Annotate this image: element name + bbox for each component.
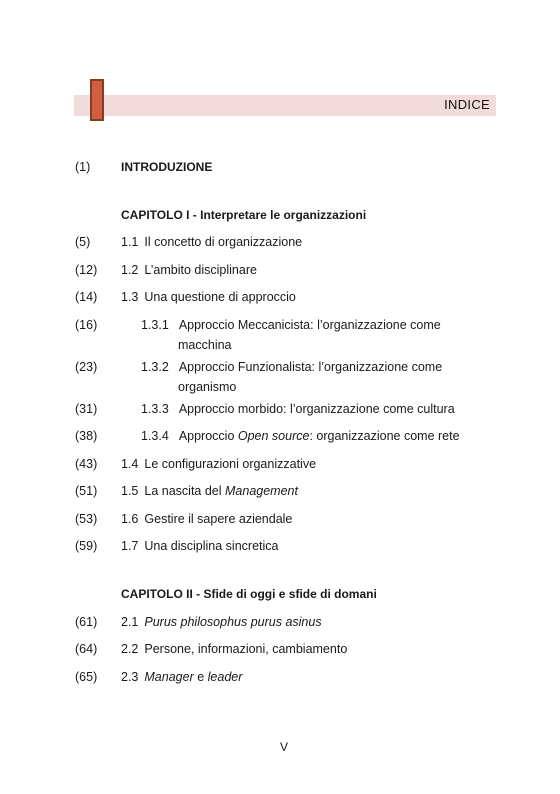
toc-page-number: (38) (75, 429, 98, 443)
toc-entry (121, 454, 491, 474)
footer-page-number: V (280, 740, 289, 754)
toc-entry-text-suffix: : organizzazione come rete (309, 429, 460, 443)
toc-entry-text: Approccio (178, 429, 238, 443)
toc-entry-text-italic: Management (225, 484, 298, 498)
toc-entry-text: L’ambito disciplinare (144, 263, 257, 277)
toc-section-number: 1.1 (121, 235, 139, 249)
toc-section-number: 2.2 (121, 642, 139, 656)
toc-page-number: (16) (75, 318, 98, 332)
toc-entry-text-conjunction: e (193, 670, 208, 684)
toc-entry-text: Approccio Meccanicista: l’organizzazione come (178, 318, 441, 332)
toc-entry-label: INTRODUZIONE (121, 160, 213, 174)
toc-page-number: (31) (75, 402, 98, 416)
toc-page-number: (5) (75, 235, 91, 249)
toc-entry-text: Una questione di approccio (144, 290, 296, 304)
toc-entry-text-italic: Purus philosophus purus asinus (144, 615, 322, 629)
toc-page-number: (1) (75, 160, 91, 174)
toc-entry (121, 612, 491, 632)
toc-page-number: (64) (75, 642, 98, 656)
chapter-heading-2: CAPITOLO II - Sfide di oggi e sfide di domani (121, 587, 377, 601)
toc-entry-text: Approccio morbido: l’organizzazione come cultura (178, 402, 455, 416)
toc-entry (121, 232, 491, 252)
toc-entry-text: Persone, informazioni, cambiamento (144, 642, 348, 656)
toc-page-number: (23) (75, 360, 98, 374)
toc-entry-text-continued: macchina (178, 338, 232, 352)
toc-entry-text: Le configurazioni organizzative (144, 457, 317, 471)
toc-entry (121, 536, 491, 556)
header-marker (90, 79, 104, 121)
toc-section-number: 1.7 (121, 539, 139, 553)
chapter-heading-1: CAPITOLO I - Interpretare le organizzazioni (121, 208, 367, 222)
toc-section-number: 1.3.2 (141, 360, 169, 374)
header-band (74, 95, 496, 116)
toc-page-number: (53) (75, 512, 98, 526)
toc-entry (141, 357, 511, 397)
toc-section-number: 1.2 (121, 263, 139, 277)
toc-page-number: (43) (75, 457, 98, 471)
toc-section-number: 1.6 (121, 512, 139, 526)
toc-entry (121, 481, 491, 501)
toc-section-number: 1.4 (121, 457, 139, 471)
toc-section-number: 1.3 (121, 290, 139, 304)
toc-entry (121, 260, 491, 280)
toc-entry-text: Gestire il sapere aziendale (144, 512, 293, 526)
toc-entry-text: Una disciplina sincretica (144, 539, 279, 553)
toc-entry (121, 667, 491, 687)
toc-page-number: (14) (75, 290, 98, 304)
toc-page-number: (61) (75, 615, 98, 629)
toc-entry-text-italic-2: leader (207, 670, 243, 684)
toc-page-number: (59) (75, 539, 98, 553)
toc-entry (121, 287, 491, 307)
page-title: INDICE (444, 97, 490, 112)
toc-entry-text-continued: organismo (178, 380, 237, 394)
toc-page-number: (12) (75, 263, 98, 277)
toc-page-number: (65) (75, 670, 98, 684)
toc-entry (141, 399, 511, 419)
toc-entry-text: La nascita del (144, 484, 225, 498)
toc-entry (141, 315, 511, 355)
toc-section-number: 1.3.4 (141, 429, 169, 443)
toc-section-number: 1.3.1 (141, 318, 169, 332)
toc-entry (121, 509, 491, 529)
toc-entry (141, 426, 511, 446)
toc-section-number: 1.3.3 (141, 402, 169, 416)
toc-entry (121, 639, 491, 659)
toc-entry-text-italic: Open source (237, 429, 310, 443)
toc-entry-text: Approccio Funzionalista: l’organizzazione come (178, 360, 443, 374)
toc-section-number: 2.1 (121, 615, 139, 629)
toc-section-number: 2.3 (121, 670, 139, 684)
toc-section-number: 1.5 (121, 484, 139, 498)
toc-page-number: (51) (75, 484, 98, 498)
toc-entry-text-italic: Manager (144, 670, 194, 684)
toc-entry-text: Il concetto di organizzazione (144, 235, 303, 249)
